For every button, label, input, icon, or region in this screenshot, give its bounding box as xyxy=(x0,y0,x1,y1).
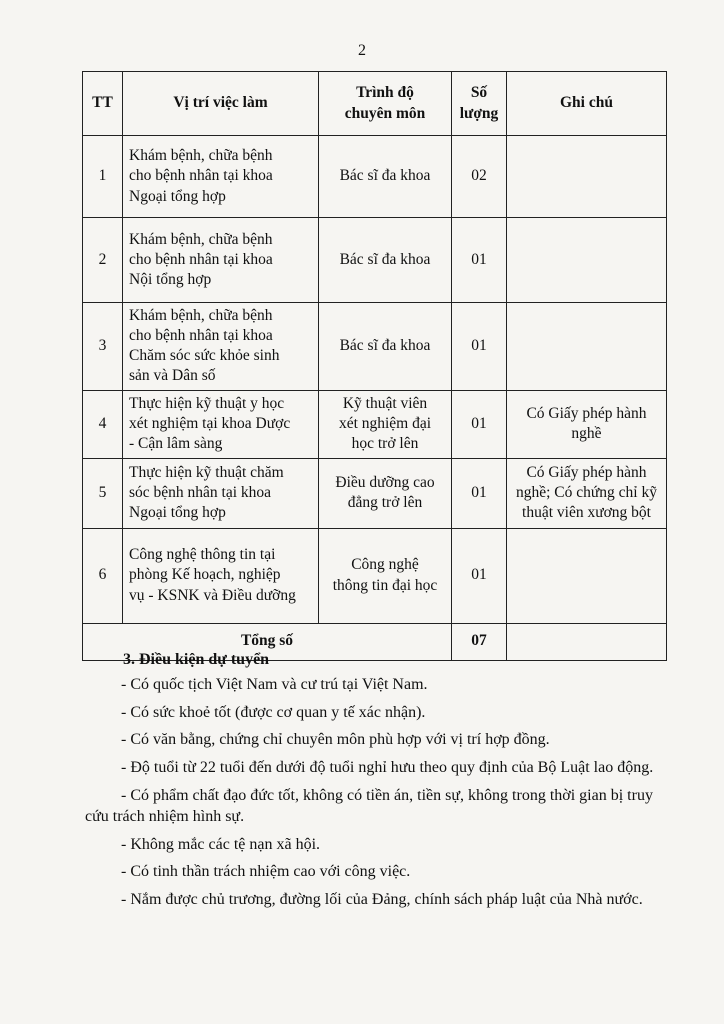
cell-line: Bác sĩ đa khoa xyxy=(339,167,431,185)
cell-qualification xyxy=(319,218,452,303)
cell-quantity: 01 xyxy=(452,458,507,528)
eligibility-section xyxy=(85,650,665,918)
cell-position xyxy=(123,136,319,218)
cell-line: Công nghệ xyxy=(351,556,419,574)
cell-qualification xyxy=(319,458,452,528)
header-qualification xyxy=(319,72,452,136)
cell-line: Chăm sóc sức khỏe sinh xyxy=(129,347,280,365)
cell-line: Khám bệnh, chữa bệnh xyxy=(129,230,273,248)
condition-item: - Không mắc các tệ nạn xã hội. xyxy=(121,835,321,853)
cell-position xyxy=(123,390,319,458)
cell-quantity: 01 xyxy=(452,218,507,303)
cell-note xyxy=(507,528,667,623)
cell-position xyxy=(123,528,319,623)
cell-tt: 4 xyxy=(83,390,123,458)
cell-tt: 5 xyxy=(83,458,123,528)
cell-line: Khám bệnh, chữa bệnh xyxy=(129,307,273,324)
cell-line: Nội tổng hợp xyxy=(129,271,212,289)
cell-note xyxy=(507,390,667,458)
cell-line: học trở lên xyxy=(351,435,419,453)
cell-line: nghề; Có chứng chỉ kỹ xyxy=(516,483,657,501)
cell-qualification xyxy=(319,390,452,458)
table-row xyxy=(83,303,667,391)
table-row xyxy=(83,136,667,218)
table-row xyxy=(83,458,667,528)
table-header-row xyxy=(83,72,667,136)
total-value: 07 xyxy=(452,623,507,660)
table-row xyxy=(83,218,667,303)
cell-tt: 6 xyxy=(83,528,123,623)
section-heading: 3. Điều kiện dự tuyển xyxy=(123,651,270,668)
cell-quantity: 02 xyxy=(452,136,507,218)
cell-position xyxy=(123,218,319,303)
cell-tt: 3 xyxy=(83,303,123,391)
cell-position xyxy=(123,303,319,391)
cell-qualification xyxy=(319,303,452,391)
cell-line: thông tin đại học xyxy=(332,576,438,594)
page-number: 2 xyxy=(358,42,366,59)
header-tt: TT xyxy=(83,72,123,136)
cell-line: đẳng trở lên xyxy=(347,494,423,512)
cell-line: sóc bệnh nhân tại khoa xyxy=(129,483,272,501)
cell-line: Ngoại tổng hợp xyxy=(129,187,226,205)
cell-note xyxy=(507,458,667,528)
header-note: Ghi chú xyxy=(507,72,667,136)
condition-item: - Có văn bằng, chứng chỉ chuyên môn phù hợp với vị trí hợp đồng. xyxy=(121,731,550,749)
cell-qualification xyxy=(319,528,452,623)
cell-line: Công nghệ thông tin tại xyxy=(129,546,276,564)
cell-line: - Cận lâm sàng xyxy=(129,435,223,453)
cell-quantity: 01 xyxy=(452,528,507,623)
job-positions-table xyxy=(82,71,667,661)
condition-item: - Có phẩm chất đạo đức tốt, không có tiền án, tiền sự, không trong thời gian bị truy cứu trách nhiệm hình sự. xyxy=(85,786,653,825)
total-label: Tổng số xyxy=(83,623,452,660)
cell-line: Thực hiện kỹ thuật chăm xyxy=(129,463,284,481)
cell-line: xét nghiệm đại xyxy=(338,414,432,432)
cell-line: Có Giấy phép hành xyxy=(526,404,647,422)
cell-note xyxy=(507,303,667,391)
cell-line: vụ - KSNK và Điều dưỡng xyxy=(129,586,296,604)
cell-line: cho bệnh nhân tại khoa xyxy=(129,167,273,185)
cell-line: Ngoại tổng hợp xyxy=(129,504,226,522)
cell-line: nghề xyxy=(571,425,602,443)
cell-line: sản và Dân số xyxy=(129,367,216,385)
condition-item: - Độ tuổi từ 22 tuổi đến dưới độ tuổi nghỉ hưu theo quy định của Bộ Luật lao động. xyxy=(121,759,654,777)
cell-line: cho bệnh nhân tại khoa xyxy=(129,250,273,268)
cell-note xyxy=(507,136,667,218)
header-quantity-line: lượng xyxy=(459,104,499,122)
header-position: Vị trí việc làm xyxy=(123,72,319,136)
cell-quantity: 01 xyxy=(452,390,507,458)
cell-line: Điều dưỡng cao xyxy=(335,473,435,491)
condition-item: - Có tinh thần trách nhiệm cao với công việc. xyxy=(121,863,411,881)
header-quantity-line: Số xyxy=(470,84,488,102)
cell-tt: 1 xyxy=(83,136,123,218)
cell-line: Kỹ thuật viên xyxy=(342,394,428,412)
cell-line: Bác sĩ đa khoa xyxy=(339,250,431,268)
header-quantity xyxy=(452,72,507,136)
cell-line: phòng Kế hoạch, nghiệp xyxy=(129,566,281,584)
cell-line: Khám bệnh, chữa bệnh xyxy=(129,147,273,165)
cell-line: Bác sĩ đa khoa xyxy=(339,337,431,355)
condition-item: - Nắm được chủ trương, đường lối của Đảng, chính sách pháp luật của Nhà nước. xyxy=(121,891,643,909)
header-qualification-line: chuyên môn xyxy=(344,104,426,122)
cell-quantity: 01 xyxy=(452,303,507,391)
cell-note xyxy=(507,218,667,303)
cell-line: Có Giấy phép hành xyxy=(526,463,647,481)
table-row xyxy=(83,390,667,458)
cell-line: Thực hiện kỹ thuật y học xyxy=(129,394,285,412)
cell-qualification xyxy=(319,136,452,218)
condition-item: - Có quốc tịch Việt Nam và cư trú tại Việt Nam. xyxy=(121,675,428,693)
header-qualification-line: Trình độ xyxy=(356,84,414,102)
cell-position xyxy=(123,458,319,528)
cell-line: xét nghiệm tại khoa Dược xyxy=(129,414,291,432)
cell-line: cho bệnh nhân tại khoa xyxy=(129,327,273,345)
table-row xyxy=(83,528,667,623)
cell-line: thuật viên xương bột xyxy=(522,504,651,522)
condition-item: - Có sức khoẻ tốt (được cơ quan y tế xác nhận). xyxy=(121,703,426,721)
cell-tt: 2 xyxy=(83,218,123,303)
